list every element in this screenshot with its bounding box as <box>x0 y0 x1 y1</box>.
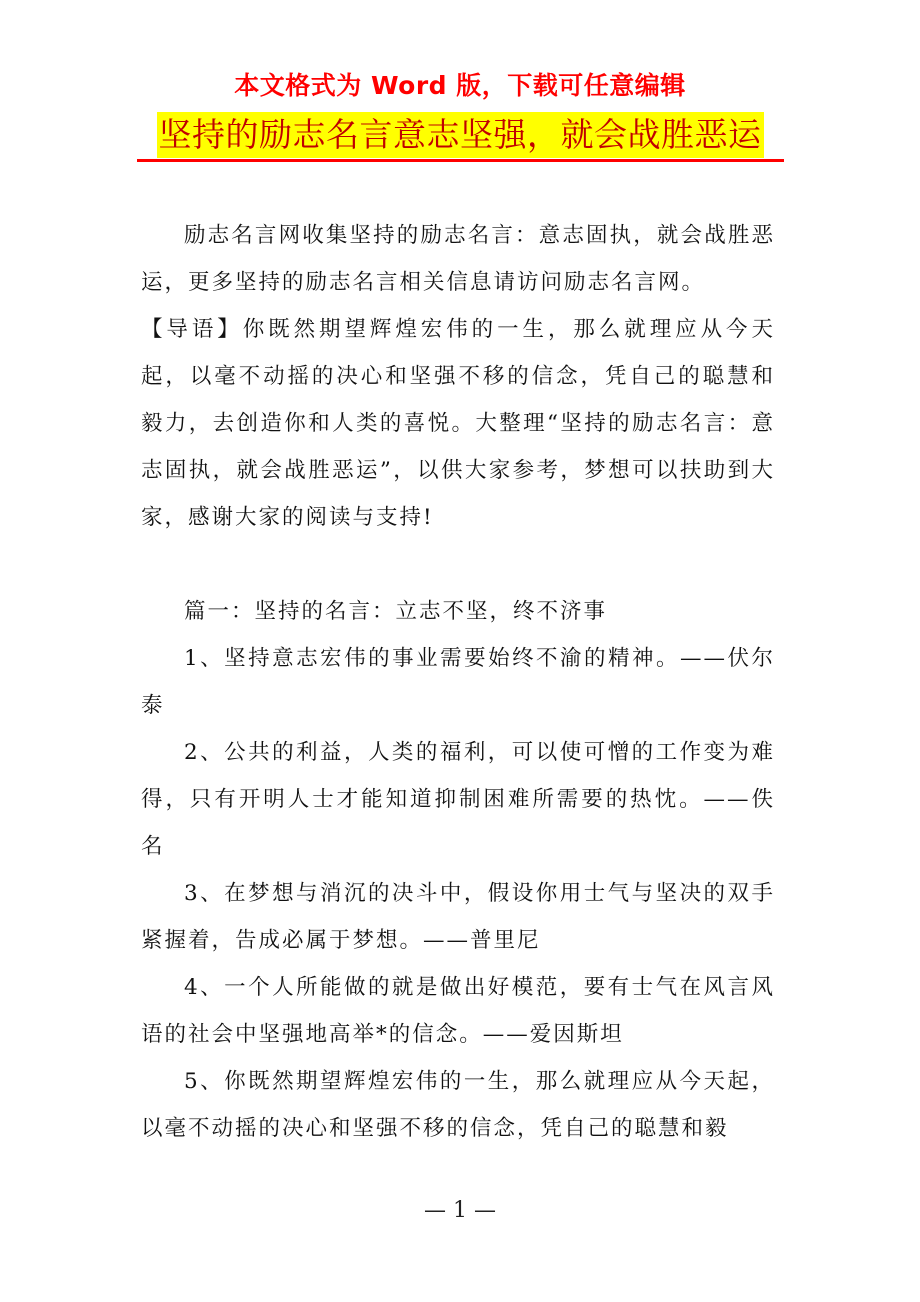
quote-item: 5、你既然期望辉煌宏伟的一生，那么就理应从今天起，以毫不动摇的决心和坚强不移的信念，凭自己的聪慧和毅 <box>141 1069 775 1141</box>
page-number: — 1 — <box>424 1198 496 1223</box>
quote-item: 3、在梦想与消沉的决斗中，假设你用士气与坚决的双手紧握着，告成必属于梦想。——普里尼 <box>141 881 775 953</box>
quote-item: 4、一个人所能做的就是做出好模范，要有士气在风言风语的社会中坚强地高举*的信念。——爱因斯坦 <box>141 975 775 1047</box>
word-format-notice: 本文格式为 Word 版，下载可任意编辑 <box>234 71 686 100</box>
quote-item: 1、坚持意志宏伟的事业需要始终不渝的精神。——伏尔泰 <box>141 646 775 718</box>
document-body <box>141 212 775 1152</box>
document-title: 坚持的励志名言意志坚强，就会战胜恶运 <box>157 112 764 158</box>
section-heading: 篇一：坚持的名言：立志不坚，终不济事 <box>184 599 608 624</box>
intro-paragraph: 励志名言网收集坚持的励志名言：意志固执，就会战胜恶运，更多坚持的励志名言相关信息请访问励志名言网。 <box>141 223 775 295</box>
title-container <box>0 112 920 158</box>
title-divider <box>137 159 784 162</box>
lead-paragraph: 【导语】你既然期望辉煌宏伟的一生，那么就理应从今天起，以毫不动摇的决心和坚强不移的信念，凭自己的聪慧和毅力，去创造你和人类的喜悦。大整理“坚持的励志名言：意志固执，就会战胜恶运”，以供大家参考，梦想可以扶助到大家，感谢大家的阅读与支持! <box>141 317 775 530</box>
quote-item: 2、公共的利益，人类的福利，可以使可憎的工作变为难得，只有开明人士才能知道抑制困难所需要的热忱。——佚名 <box>141 740 775 859</box>
paragraph-spacer <box>141 541 775 588</box>
